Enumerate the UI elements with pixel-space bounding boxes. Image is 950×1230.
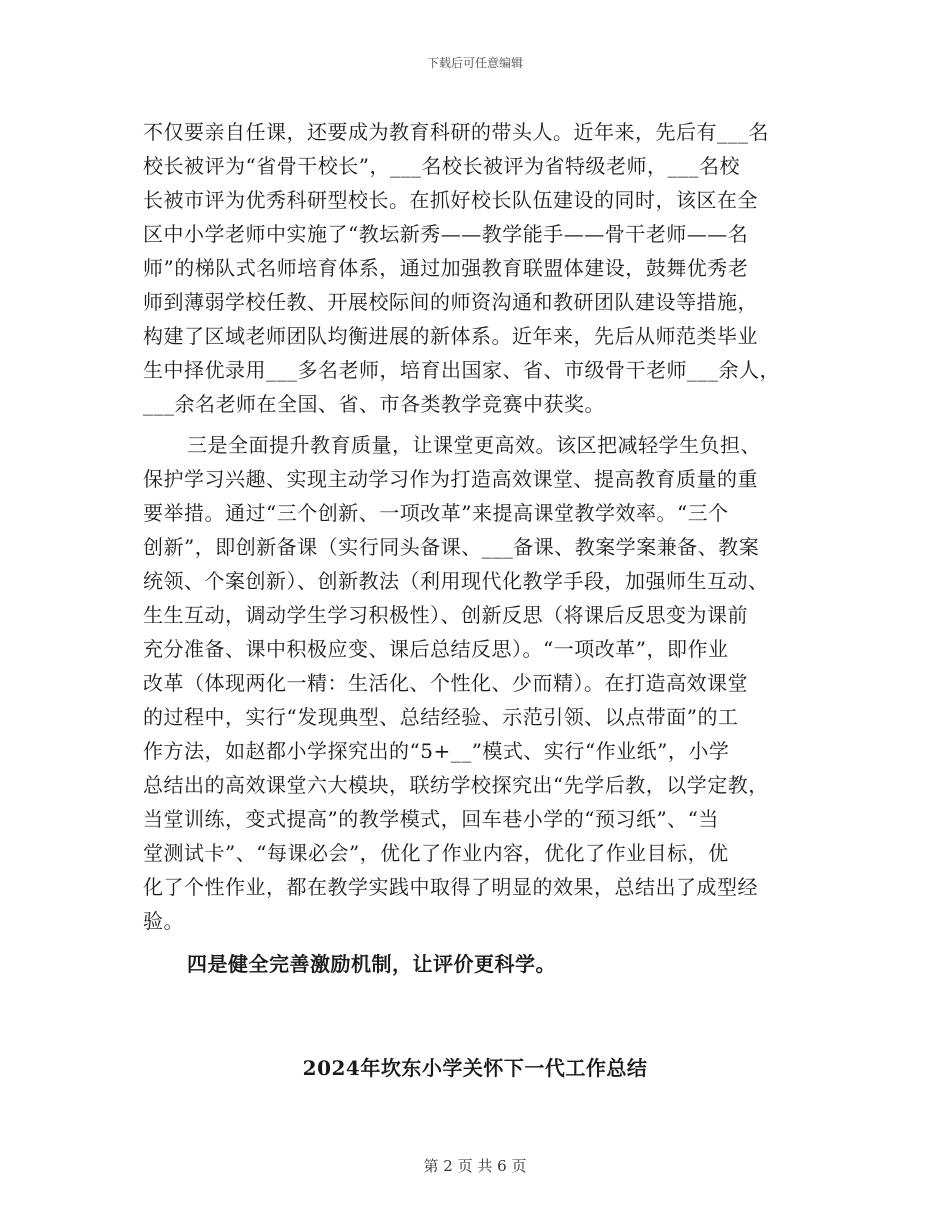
paragraph-line: 总结出的高效课堂六大模块，联纺学校探究出“先学后教，以学定教， bbox=[143, 773, 769, 797]
paragraph-line: ___余名老师在全国、省、市各类教学竞赛中获奖。 bbox=[143, 392, 605, 416]
paragraph-line: 生生互动，调动学生学习积极性）、创新反思（将课后反思变为课前 bbox=[143, 603, 748, 627]
paragraph-line: 统领、个案创新）、创新教法（利用现代化教学手段，加强师生互动、 bbox=[143, 569, 769, 593]
paragraph-line: 当堂训练，变式提高”的教学模式，回车巷小学的“预习纸”、“当 bbox=[143, 807, 719, 831]
paragraph-line: 充分准备、课中积极应变、课后总结反思）。“一项改革”，即作业 bbox=[143, 637, 729, 661]
paragraph-line: 构建了区域老师团队均衡进展的新体系。近年来，先后从师范类毕业 bbox=[143, 324, 758, 348]
paragraph-line: 长被市评为优秀科研型校长。在抓好校长队伍建设的同时，该区在全 bbox=[143, 188, 758, 212]
document-title: 2024年坎东小学关怀下一代工作总结 bbox=[302, 1056, 648, 1080]
page-footer: 第 2 页 共 6 页 bbox=[423, 1157, 527, 1175]
paragraph-line: 改革（体现两化一精：生活化、个性化、少而精）。在打造高效课堂 bbox=[143, 671, 748, 695]
section-heading: 四是健全完善激励机制，让评价更科学。 bbox=[187, 952, 556, 976]
paragraph-line: 要举措。通过“三个创新、一项改革”来提高课堂教学效率。“三个 bbox=[143, 501, 729, 525]
paragraph-line: 化了个性作业，都在教学实践中取得了明显的效果，总结出了成型经 bbox=[143, 875, 758, 899]
paragraph-line: 三是全面提升教育质量，让课堂更高效。该区把减轻学生负担、 bbox=[187, 433, 761, 457]
paragraph-line: 验。 bbox=[143, 909, 184, 933]
paragraph-line: 生中择优录用___多名老师，培育出国家、省、市级骨干老师___余人， bbox=[143, 358, 780, 382]
paragraph-line: 区中小学老师中实施了“教坛新秀——教学能手——骨干老师——名 bbox=[143, 222, 749, 246]
paragraph-line: 师”的梯队式名师培育体系，通过加强教育联盟体建设，鼓舞优秀老 bbox=[143, 256, 749, 280]
paragraph-line: 创新”，即创新备课（实行同头备课、___备课、教案学案兼备、教案 bbox=[143, 535, 760, 559]
paragraph-line: 保护学习兴趣、实现主动学习作为打造高效课堂、提高教育质量的重 bbox=[143, 467, 758, 491]
paragraph-line: 不仅要亲自任课，还要成为教育科研的带头人。近年来，先后有___名 bbox=[143, 120, 769, 144]
page-header: 下载后可任意编辑 bbox=[426, 56, 523, 70]
paragraph-line: 校长被评为“省骨干校长”，___名校长被评为省特级老师，___名校 bbox=[143, 154, 740, 178]
paragraph-line: 的过程中，实行“发现典型、总结经验、示范引领、以点带面”的工 bbox=[143, 705, 739, 729]
paragraph-line: 堂测试卡”、“每课必会”，优化了作业内容，优化了作业目标，优 bbox=[143, 841, 729, 865]
paragraph-line: 师到薄弱学校任教、开展校际间的师资沟通和教研团队建设等措施， bbox=[143, 290, 758, 314]
paragraph-line: 作方法，如赵都小学探究出的“5+__”模式、实行“作业纸”，小学 bbox=[143, 739, 730, 763]
